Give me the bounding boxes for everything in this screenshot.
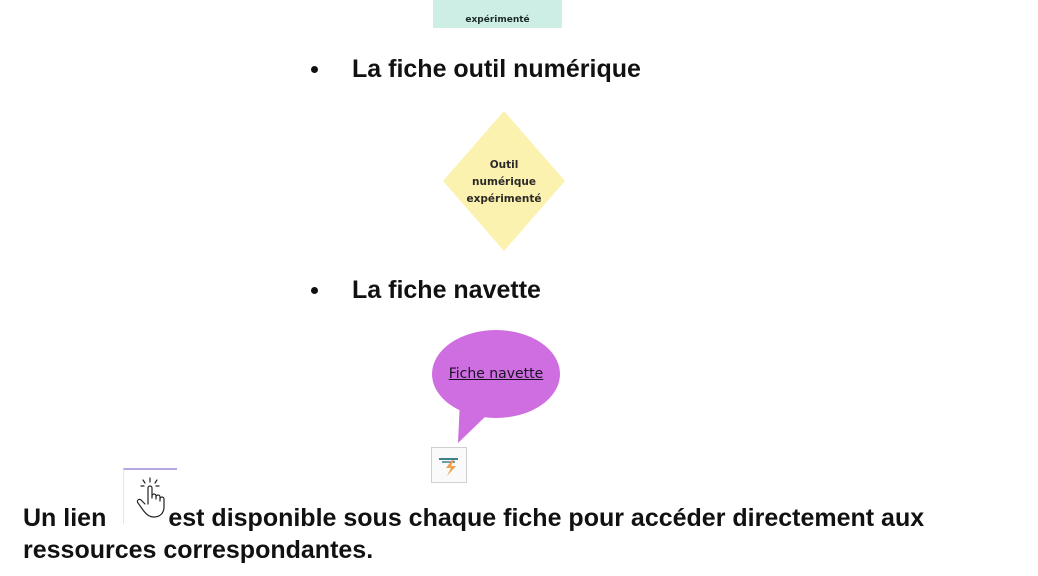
bullet-item: [311, 276, 541, 305]
diamond-line: numérique: [472, 176, 536, 188]
diamond-line: expérimenté: [466, 193, 542, 205]
description-paragraph: [23, 498, 1033, 570]
paragraph-before: Un lien: [23, 504, 107, 532]
diamond-line: Outil: [489, 159, 519, 171]
bullet-dot: [311, 287, 318, 294]
top-card: [433, 0, 562, 28]
diamond-label: [443, 157, 565, 208]
bullet-dot: [311, 66, 318, 73]
link-lightning-icon[interactable]: [431, 447, 467, 483]
speech-bubble-shape: [430, 330, 562, 445]
bullet-label: La fiche outil numérique: [352, 55, 641, 83]
speech-bubble[interactable]: [430, 330, 562, 445]
diamond-card[interactable]: [443, 111, 565, 251]
bullet-label: La fiche navette: [352, 276, 541, 304]
top-card-label: expérimenté: [465, 15, 530, 25]
paragraph-after: est disponible sous chaque fiche pour accéder directement aux: [168, 504, 925, 532]
bullet-item: [311, 55, 641, 84]
bubble-link[interactable]: Fiche navette: [448, 366, 544, 382]
paragraph-line-2: ressources correspondantes.: [23, 536, 374, 564]
